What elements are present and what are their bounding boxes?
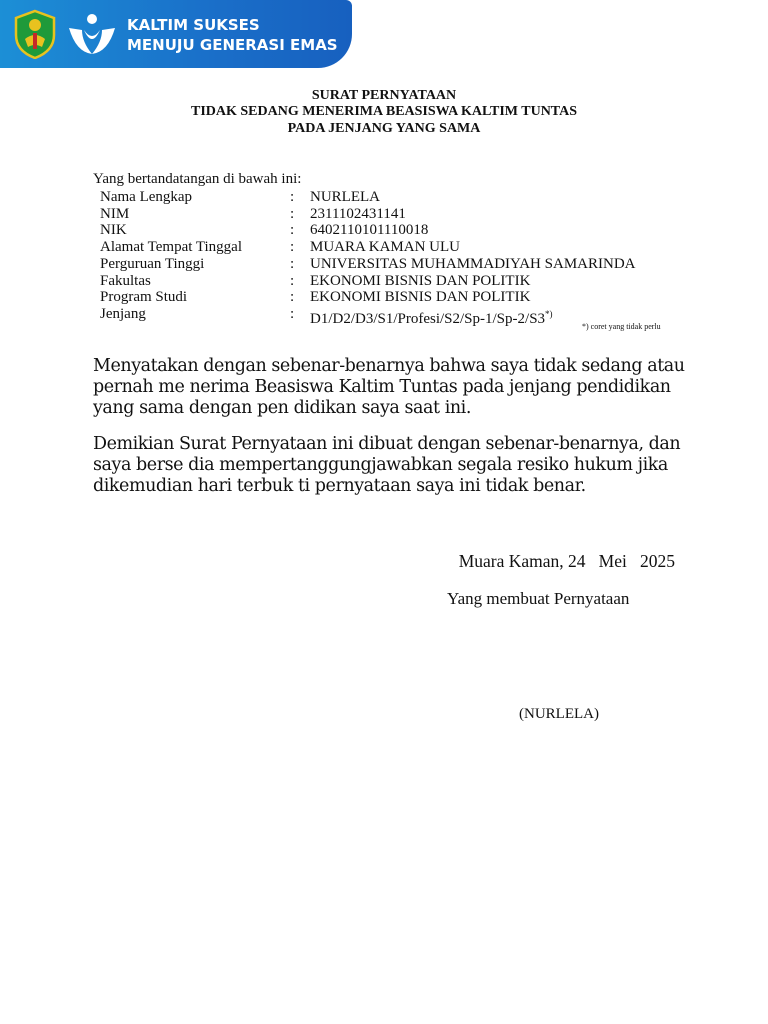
statement-paragraph: Menyatakan dengan sebenar-benarnya bahwa saya tidak sedang atau pernah me nerima Beasiswa Kaltim Tuntas pada jenjang pendidikan yang sama dengan pen didikan saya saat ini.	[93, 356, 685, 418]
field-label-prodi: Program Studi	[100, 289, 188, 305]
doc-title-line-1: SURAT PERNYATAAN	[311, 88, 457, 103]
kaltim-emblem-icon	[12, 9, 58, 59]
field-label-jenjang: Jenjang	[100, 306, 146, 322]
intro-text: Yang bertandatangan di bawah ini:	[93, 171, 302, 187]
header-line-1: KALTIM SUKSES	[127, 16, 260, 34]
field-value-alamat: MUARA KAMAN ULU	[310, 239, 461, 255]
signer-label: Yang membuat Pernyataan	[447, 589, 630, 608]
header-line-2: MENUJU GENERASI EMAS	[127, 36, 338, 54]
field-colon: :	[290, 239, 295, 255]
field-label-fakultas: Fakultas	[100, 273, 151, 289]
field-colon: :	[290, 206, 295, 222]
jenjang-footnote-mark: *)	[545, 309, 553, 319]
header-tagline	[127, 15, 338, 55]
field-value-nama: NURLELA	[310, 189, 380, 205]
field-label-nik: NIK	[100, 222, 127, 238]
signer-name: (NURLELA)	[519, 706, 599, 722]
field-label-nim: NIM	[100, 206, 130, 222]
field-colon: :	[290, 306, 295, 322]
field-colon: :	[290, 289, 295, 305]
footnote: *) coret yang tidak perlu	[582, 322, 661, 331]
field-label-nama: Nama Lengkap	[100, 189, 193, 205]
field-colon: :	[290, 256, 295, 272]
place-date: Muara Kaman, 24 Mei 2025	[458, 551, 675, 571]
field-label-perguruan: Perguruan Tinggi	[100, 256, 205, 272]
field-colon: :	[290, 222, 295, 238]
header-banner	[0, 0, 352, 68]
field-colon: :	[290, 189, 295, 205]
jenjang-options: D1/D2/D3/S1/Profesi/S2/Sp-1/Sp-2/S3	[310, 311, 546, 327]
field-value-fakultas: EKONOMI BISNIS DAN POLITIK	[310, 273, 531, 289]
doc-title-line-2: TIDAK SEDANG MENERIMA BEASISWA KALTIM TUNTAS	[191, 104, 577, 119]
doc-title-line-3: PADA JENJANG YANG SAMA	[287, 121, 481, 136]
field-colon: :	[290, 273, 295, 289]
closing-paragraph: Demikian Surat Pernyataan ini dibuat dengan sebenar-benarnya, dan saya berse dia mempertanggungjawabkan segala resiko hukum jika dikemudian hari terbuk ti pernyataan saya ini tidak benar.	[93, 434, 681, 496]
field-value-prodi: EKONOMI BISNIS DAN POLITIK	[310, 289, 531, 305]
field-value-jenjang	[310, 306, 553, 327]
field-label-alamat: Alamat Tempat Tinggal	[100, 239, 243, 255]
field-value-nik: 6402110101110018	[310, 222, 429, 238]
generasi-emas-logo-icon	[66, 12, 118, 58]
field-value-nim: 2311102431141	[310, 206, 406, 222]
field-value-perguruan: UNIVERSITAS MUHAMMADIYAH SAMARINDA	[310, 256, 636, 272]
